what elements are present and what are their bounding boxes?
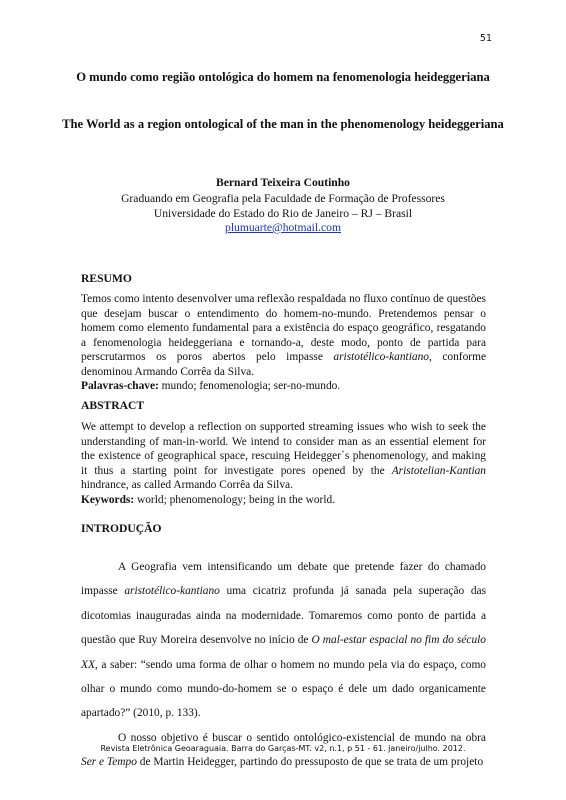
title-english: The World as a region ontological of the man in the phenomenology heideggeriana [62,117,504,131]
resumo-heading: RESUMO [81,272,132,285]
resumo-text: Temos como intento desenvolver uma reflexão respaldada no fluxo contínuo de questões que desejam buscar o entendimento do homem-no-mundo. Pretendemos pensar o homem como elemento fundamental para a existência do espaço geográfico, resgatando a fenomenologia heideggeriana e tornando-a, deste modo, ponto de partida para perscrutarmos os poros abertos pelo impasse aristotélico-kantiano, conforme denominou Armando Corrêa da Silva. [81,293,487,378]
intro-heading: INTRODUÇÃO [81,522,162,535]
resumo-block [81,292,486,394]
affiliation-line-1: Graduando em Geografia pela Faculdade de Formação de Professores [121,192,445,205]
abstract-heading: ABSTRACT [81,399,145,412]
page-number: 51 [479,33,492,44]
abstract-block [81,420,486,507]
journal-footer: Revista Eletrônica Geoaraguaia. Barra do Garças-MT. v2, n.1, p 51 - 61. janeiro/julho. 2012. [100,744,466,753]
intro-paragraph-2: O nosso objetivo é buscar o sentido ontológico-existencial de mundo na obra Ser e Tempo de Martin Heidegger, partindo do pressuposto de que se trata de um projeto [81,731,486,769]
abstract-keywords: Keywords: world; phenomenology; being in the world. [81,493,336,506]
affiliation-line-2: Universidade do Estado do Rio de Janeiro – RJ – Brasil [153,207,413,220]
author-name: Bernard Teixeira Coutinho [216,176,350,189]
title-portuguese: O mundo como região ontológica do homem na fenomenologia heideggeriana [76,70,490,84]
intro-body [81,555,486,775]
author-email-link[interactable]: plumuarte@hotmail.com [225,221,341,234]
abstract-text: We attempt to develop a reflection on supported streaming issues who wish to seek the understanding of man-in-world. We intend to consider man as an essential element for the existence of geographical space, rescuing Heidegger´s phenomenology, and making it thus a starting point for investigate pores opened by the Aristotelian-Kantian hindrance, as called Armando Corrêa da Silva. [81,421,486,491]
intro-paragraph-1: A Geografia vem intensificando um debate que pretende fazer do chamado impasse aristotélico-kantiano uma cicatriz profunda já sanada pela superação das dicotomias inauguradas ainda na modernidade. Tomaremos como ponto de partida a questão que Ruy Moreira desenvolve no início de O mal-estar espacial no fim do século XX, a saber: “sendo uma forma de olhar o homem no mundo pela via do espaço, como olhar o mundo como mundo-do-homem se o espaço é dele um dado organicamente apartado?” (2010, p. 133). [81,561,487,720]
resumo-keywords: Palavras-chave: mundo; fenomenologia; ser-no-mundo. [81,380,341,392]
